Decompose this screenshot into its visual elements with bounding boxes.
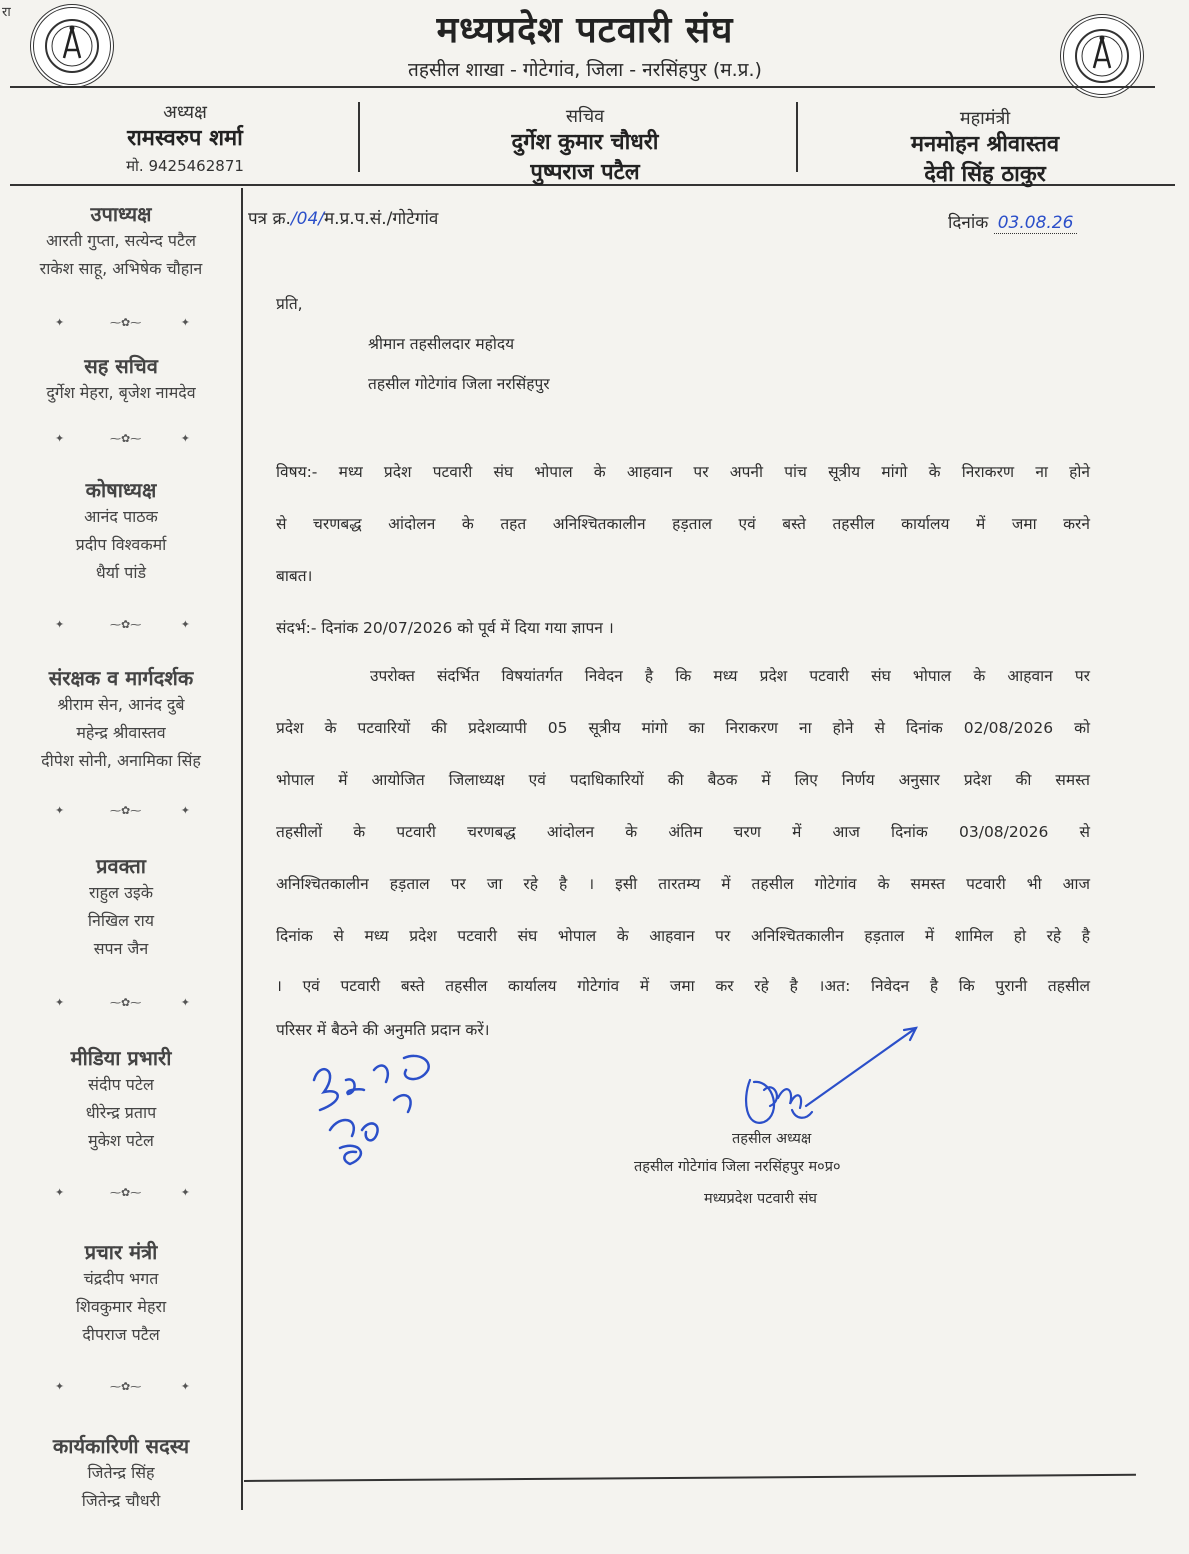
- group-member: आरती गुप्ता, सत्येन्द पटैल: [46, 231, 196, 250]
- signature-line-1: तहसील अध्यक्ष: [732, 1131, 812, 1147]
- ornament-divider: ✦ ⁓✿⁓ ✦: [55, 618, 190, 631]
- sidebar-group-publicity: [0, 1238, 242, 1349]
- group-title: उपाध्यक्ष: [90, 202, 152, 226]
- body-line-6: दिनांक से मध्य प्रदेश पटवारी संघ भोपाल के आहवान पर अनिश्चितकालीन हड़ताल में शामिल हो रहे है: [276, 927, 1090, 945]
- emblem-icon: [42, 16, 102, 76]
- sidebar-group-joint-secretary: [0, 352, 242, 407]
- addressee-line-1: श्रीमान तहसीलदार महोदय: [368, 335, 515, 353]
- body-line-2: प्रदेश के पटवारियों की प्रदेशव्यापी 05 सूत्रीय मांगो का निराकरण ना होने से दिनांक 02/08/2026 को: [276, 719, 1090, 737]
- body-line-7: । एवं पटवारी बस्ते तहसील कार्यालय गोटेगांव में जमा कर रहे है ।अत: निवेदन है कि पुरानी तहसील: [276, 977, 1090, 995]
- letter-reference: [248, 206, 438, 229]
- group-title: प्रचार मंत्री: [84, 1240, 158, 1264]
- group-member: जितेन्द्र सिंह: [87, 1463, 155, 1482]
- header-rule-top: [10, 86, 1155, 88]
- group-member: मुकेश पटेल: [88, 1131, 154, 1150]
- handwritten-receipt-icon: [300, 1040, 460, 1170]
- subject-line-1: विषय:- मध्य प्रदेश पटवारी संघ भोपाल के आहवान पर अपनी पांच सूत्रीय मांगो के निराकरण ना होने: [276, 463, 1090, 481]
- ornament-divider: ✦ ⁓✿⁓ ✦: [55, 316, 190, 329]
- group-member: निखिल राय: [87, 911, 155, 930]
- organization-name: मध्यप्रदेश पटवारी संघ: [436, 10, 734, 51]
- addressee-line-2: तहसील गोटेगांव जिला नरसिंहपुर: [368, 375, 550, 393]
- president-name: रामस्वरुप शर्मा: [127, 126, 243, 151]
- body-line-5: अनिश्चितकालीन हड़ताल पर जा रहे है । इसी तारतम्य में तहसील गोटेगांव के समस्त पटवारी भी आज: [276, 875, 1090, 893]
- president-phone: मो. 9425462871: [126, 157, 244, 175]
- ref-number: /04/: [290, 209, 324, 229]
- group-title: संरक्षक व मार्गदर्शक: [48, 666, 194, 690]
- group-member: दीपेश सोनी, अनामिका सिंह: [41, 751, 201, 770]
- date-label: दिनांक: [948, 213, 989, 233]
- group-member: श्रीराम सेन, आनंद दुबे: [57, 695, 185, 714]
- general-secretary-block: [860, 106, 1110, 190]
- group-member: शिवकुमार मेहरा: [75, 1297, 167, 1316]
- group-member: चंद्रदीप भगत: [83, 1269, 159, 1288]
- sidebar-group-patron: [0, 664, 242, 775]
- sidebar-group-spokesperson: [0, 852, 242, 963]
- signature-scribble-icon: [734, 1020, 934, 1140]
- left-emblem-logo: [30, 4, 114, 88]
- body-line-8: परिसर में बैठने की अनुमति प्रदान करें।: [276, 1021, 490, 1039]
- signature-line-2: तहसील गोटेगांव जिला नरसिंहपुर म०प्र०: [634, 1159, 841, 1175]
- subject-line-2: से चरणबद्ध आंदोलन के तहत अनिश्चितकालीन हड़ताल एवं बस्ते तहसील कार्यालय में जमा करने: [276, 515, 1090, 533]
- group-member: महेन्द्र श्रीवास्तव: [76, 723, 166, 742]
- group-member: जितेन्द्र चौधरी: [81, 1491, 161, 1510]
- group-member: धीरेन्द्र प्रताप: [85, 1103, 157, 1122]
- receipt-stamp: [300, 1040, 460, 1170]
- group-member: प्रदीप विश्वकर्मा: [75, 535, 167, 554]
- officer-divider-2: [796, 102, 798, 172]
- ornament-divider: ✦ ⁓✿⁓ ✦: [55, 1186, 190, 1199]
- body-line-4: तहसीलों के पटवारी चरणबद्ध आंदोलन के अंतिम चरण में आज दिनांक 03/08/2026 से: [276, 823, 1090, 841]
- ornament-divider: ✦ ⁓✿⁓ ✦: [55, 432, 190, 445]
- group-title: मीडिया प्रभारी: [70, 1046, 172, 1070]
- reference-line: संदर्भ:- दिनांक 20/07/2026 को पूर्व में दिया गया ज्ञापन ।: [276, 619, 614, 637]
- secretary-role: सचिव: [565, 106, 605, 127]
- branch-address: तहसील शाखा - गोटेगांव, जिला - नरसिंहपुर (म.प्र.): [408, 59, 762, 81]
- group-member: आनंद पाठक: [84, 507, 158, 526]
- ornament-divider: ✦ ⁓✿⁓ ✦: [55, 1380, 190, 1393]
- group-member: दीपराज पटैल: [82, 1325, 160, 1344]
- group-title: सह सचिव: [84, 354, 158, 378]
- ornament-divider: ✦ ⁓✿⁓ ✦: [55, 996, 190, 1009]
- ref-label: पत्र क्र.: [248, 209, 291, 229]
- president-block: [60, 100, 310, 176]
- footer-rule: [244, 1474, 1136, 1482]
- group-title: प्रवक्ता: [96, 854, 146, 878]
- president-role: अध्यक्ष: [163, 102, 207, 123]
- ref-suffix: म.प्र.प.सं./गोटेगांव: [324, 209, 439, 229]
- group-member: संदीप पटेल: [88, 1075, 154, 1094]
- group-title: कार्यकारिणी सदस्य: [52, 1434, 190, 1458]
- general-secretary-name-2: देवी सिंह ठाकुर: [924, 162, 1046, 187]
- subject-line-3: बाबत।: [276, 567, 313, 585]
- group-member: धैर्या पांडे: [95, 563, 147, 582]
- ornament-divider: ✦ ⁓✿⁓ ✦: [55, 804, 190, 817]
- date-value: 03.08.26: [994, 213, 1078, 234]
- sidebar-group-treasurer: [0, 476, 242, 587]
- body-line-3: भोपाल में आयोजित जिलाध्यक्ष एवं पदाधिकारियों की बैठक में लिए निर्णय अनुसार प्रदेश की समस्त: [276, 771, 1090, 789]
- secretary-name-2: पुष्पराज पटैल: [530, 160, 640, 185]
- group-member: राहुल उइके: [88, 883, 154, 902]
- group-member: राकेश साहू, अभिषेक चौहान: [39, 259, 203, 278]
- corner-mark: रा: [2, 5, 11, 20]
- group-member: सपन जैन: [93, 939, 149, 958]
- group-title: कोषाध्यक्ष: [85, 478, 157, 502]
- emblem-icon: [1072, 26, 1132, 86]
- sidebar-group-vice-president: [0, 200, 242, 283]
- general-secretary-role: महामंत्री: [959, 108, 1011, 129]
- signature-line-3: मध्यप्रदेश पटवारी संघ: [704, 1191, 817, 1207]
- secretary-name-1: दुर्गेश कुमार चौधरी: [511, 130, 659, 155]
- sidebar-group-media: [0, 1044, 242, 1155]
- to-label: प्रति,: [276, 295, 303, 313]
- officer-divider-1: [358, 102, 360, 172]
- secretary-block: [440, 104, 730, 188]
- signature: [734, 1020, 934, 1140]
- group-member: दुर्गेश मेहरा, बृजेश नामदेव: [46, 383, 196, 402]
- body-line-1: उपरोक्त संदर्भित विषयांतर्गत निवेदन है कि मध्य प्रदेश पटवारी संघ भोपाल के आहवान पर: [370, 667, 1090, 685]
- committee-sidebar: [0, 196, 242, 1526]
- general-secretary-name-1: मनमोहन श्रीवास्तव: [910, 132, 1060, 157]
- sidebar-group-executive: [0, 1432, 242, 1515]
- letter-date: [948, 210, 1077, 233]
